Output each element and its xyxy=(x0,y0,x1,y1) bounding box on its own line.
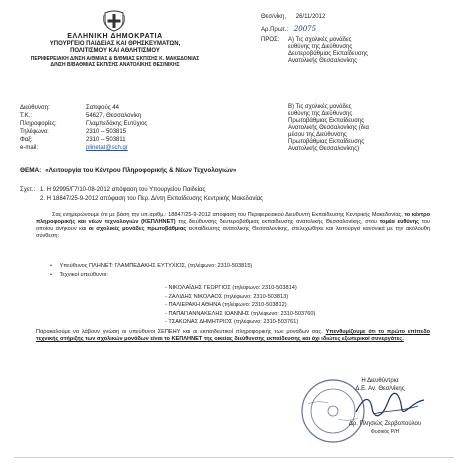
staff-text: ΖΑΛΙΔΗΣ ΝΙΚΟΛΑΟΣ (τηλέφωνο: 2310-503813) xyxy=(168,293,289,300)
staff-text: ΤΣΑΚΩΝΑΣ ΔΗΜΗΤΡΙΟΣ (τηλέφωνο: 2310-503761) xyxy=(168,319,299,326)
postcode-label: Τ.Κ.: xyxy=(20,113,33,119)
staff-text: ΠΑΠΑΓΙΑΝΝΑΚΕΛΗΣ ΙΩΑΝΝΗΣ (τηλέφωνο: 2310-503760) xyxy=(168,310,316,317)
recipients-a-line: ευθύνης της Διεύθυνσης xyxy=(288,44,353,50)
fax-value: 2310 – 503811 xyxy=(86,137,126,143)
p1-text: της διεύθυνσης δευτεροβάθμιας εκπαίδευσης ανατολικής Θεσσαλονίκης, στου xyxy=(175,219,380,225)
protocol-label: Αρ.Πρωτ.: xyxy=(261,27,289,33)
address-label: Διεύθυνση: xyxy=(20,105,50,111)
tech-role-text: Τεχνικοί υπεύθυνοι: xyxy=(59,272,108,278)
signatory-name: Δρ. Πλησιώς Ζερβοπούλου xyxy=(348,421,422,427)
subject-text: «Λειτουργία του Κέντρου Πληροφορικής & Νέων Τεχνολογιών» xyxy=(45,167,237,174)
fax-label: Φαξ: xyxy=(20,137,33,143)
staff-item xyxy=(165,301,315,310)
recipients-a xyxy=(288,37,368,65)
recipients-a-line: Ανατολικής Θεσσαλονίκης xyxy=(288,58,358,64)
p1-bold-kepl: το κέντρο πληροφορικής και νέων τεχνολογιών (ΚΕΠΛΗΝΕΤ) xyxy=(36,212,430,225)
address-value: Σαπφούς 44 xyxy=(86,105,119,111)
dash-icon: - xyxy=(165,285,167,291)
recipients-a-line: Δευτεροβάθμιας Εκπαίδευσης xyxy=(288,51,368,57)
greek-emblem-icon xyxy=(103,10,125,32)
p2-text: Παρακαλούμε να λάβουν γνώση οι υπεύθυνοι ΣΕΠΕΗΥ και οι εκπαιδευτικοί πληροφορικής των μονάδων σας. xyxy=(36,329,326,335)
country-title: ΕΛΛΗΝΙΚΗ ΔΗΜΟΚΡΑΤΙΑ xyxy=(67,33,163,40)
date-label: Θεσ/νίκη, xyxy=(261,14,287,20)
staff-item xyxy=(165,284,315,293)
p1-text: του οποίου ανήκουν και xyxy=(36,219,431,232)
bullet-icon: • xyxy=(50,263,52,269)
recipients-b-line: Β) Τις σχολικές μονάδες xyxy=(288,104,352,110)
subject-label: ΘΕΜΑ: xyxy=(20,167,42,174)
to-label: ΠΡΟΣ: xyxy=(261,37,280,43)
signatory-role: Φυσικός Ρ/Η xyxy=(370,429,400,435)
p1-bold-primary: οι σχολικές μονάδες πρωτοβάθμιας xyxy=(88,226,187,232)
head-role-text: Υπεύθυνος ΠΛΗΝΕΤ: ΓΛΑΜΠΕΔΑΚΗΣ ΕΥΤΥΧΙΟΣ, (τηλέφωνο: 2310-503815) xyxy=(59,263,253,269)
region-line-2: Δ/ΝΣΗ Β/ΒΑΘΜΙΑΣ ΕΚΠ/ΣΗΣ ΑΝΑΤΟΛΙΚΗΣ ΘΕΣ/ΝΙΚΗΣ xyxy=(50,62,180,68)
p1-bold-sector: τομέα ευθύνης xyxy=(379,219,420,225)
head-role-line xyxy=(50,263,252,270)
bottom-divider xyxy=(14,457,454,458)
staff-item xyxy=(165,318,315,327)
reference-1: 1. Η 92995/Γ7/10-08-2012 απόφαση του Υπουργείου Παιδείας xyxy=(40,187,206,193)
subject-line xyxy=(20,167,236,174)
info-label: Πληροφορίες: xyxy=(20,121,57,127)
dash-icon: - xyxy=(165,319,167,326)
handwritten-signature xyxy=(352,392,427,420)
phone-value: 2310 – 503815 xyxy=(86,129,127,135)
staff-text: ΠΑΛΙΕΡΑΚΗ ΑΘΗΝΑ (τηλέφωνο: 2310-503812) xyxy=(168,302,287,309)
staff-item xyxy=(165,310,315,319)
recipients-b-line: ευθύνης της Διεύθυνσης xyxy=(288,111,353,117)
ministry-line-2: ΠΟΛΙΤΙΣΜΟΥ ΚΑΙ ΑΘΛΗΤΙΣΜΟΥ xyxy=(70,48,160,54)
p1-text: εκπαίδευσης ανατολικής Θεσσαλονίκης, στελεχώθηκε και λειτουργεί κανονικά με την ακόλουθη σύνθεση: xyxy=(36,226,430,239)
dash-icon: - xyxy=(165,302,167,309)
info-value: Γλαμπεδάκης Ευτύχιος xyxy=(86,121,148,127)
staff-text: ΝΙΚΟΛΑΪΔΗΣ ΓΕΩΡΓΙΟΣ (τηλέφωνο: 2310-503814) xyxy=(168,285,297,291)
email-label: e-mail: xyxy=(20,145,39,151)
recipients-b-line: Πρωτοβάθμιας Εκπαίδευσης xyxy=(288,118,365,124)
region-line-1: ΠΕΡΙΦΕΡΕΙΑΚΗ Δ/ΝΣΗ Α/ΘΜΙΑΣ & Β/ΘΜΙΑΣ ΕΚΠ/ΣΗΣ Κ. ΜΑΚΕΔΟΝΙΑΣ xyxy=(30,56,200,62)
postcode-value: 54627, Θεσσαλονίκη xyxy=(86,113,142,119)
email-link[interactable]: plinetat@sch.gr xyxy=(86,145,128,151)
recipients-b-line: Πρωτοβάθμιας Εκπαίδευσης xyxy=(288,139,365,145)
recipients-a-line: Α) Τις σχολικές μονάδες xyxy=(288,37,352,43)
recipients-b xyxy=(288,104,369,153)
phone-label: Τηλέφωνο: xyxy=(20,129,49,135)
p1-text: Σας ενημερώνουμε ότι με βάση την υπ.αριθμ.: 18847/25-9-2012 απόφαση του Περιφερειακού Διευθυντή Εκπαίδευσης Κεντρικής Μακεδονίας, xyxy=(52,212,405,218)
date-line xyxy=(261,14,325,21)
bullet-icon: • xyxy=(50,272,52,278)
signature-subtitle: Δ.Ε. Αν. Θεσ/νίκης xyxy=(355,386,405,392)
recipients-b-line: Ανατολικής Θεσσαλονίκης (δια xyxy=(288,125,369,131)
contact-block xyxy=(20,104,147,152)
date-value: 26/11/2012 xyxy=(295,14,326,20)
ministry-line-1: ΥΠΟΥΡΓΕΙΟ ΠΑΙΔΕΙΑΣ ΚΑΙ ΘΡΗΣΚΕΥΜΑΤΩΝ, xyxy=(49,41,181,47)
staff-list xyxy=(165,284,315,327)
signature-title: Η Διευθύντρια xyxy=(361,378,399,384)
dash-icon: - xyxy=(165,293,167,300)
p2-bold-reminder: Υπενθυμίζουμε ότι το πρώτο επίπεδο τεχνικής στήριξης των σχολικών μονάδων είναι το ΚΕΠΛΗΝΕΤ της οικείας διεύθυνσης εκπαίδευσης και όχι ιδιώτες εξωτερικοί συνεργάτες. xyxy=(36,329,431,342)
body-paragraph-2 xyxy=(36,329,430,343)
protocol-number: 20075 xyxy=(293,25,317,33)
dash-icon: - xyxy=(165,310,167,317)
reference-2: 2. Η 18847/25-9-2012 απόφαση του Περ. Δ/ντη Εκπαίδευσης Κεντρικής Μακεδονίας xyxy=(40,196,264,202)
staff-item xyxy=(165,293,315,302)
references-label: Σχετ.: xyxy=(20,187,36,193)
protocol-line xyxy=(261,26,316,34)
tech-role-line xyxy=(50,272,108,279)
body-paragraph-1 xyxy=(36,212,430,240)
recipients-b-line: Ανατολικής Θεσσαλονίκης) xyxy=(288,146,360,152)
recipients-b-line: μέσου της Διεύθυνσης xyxy=(288,132,347,138)
